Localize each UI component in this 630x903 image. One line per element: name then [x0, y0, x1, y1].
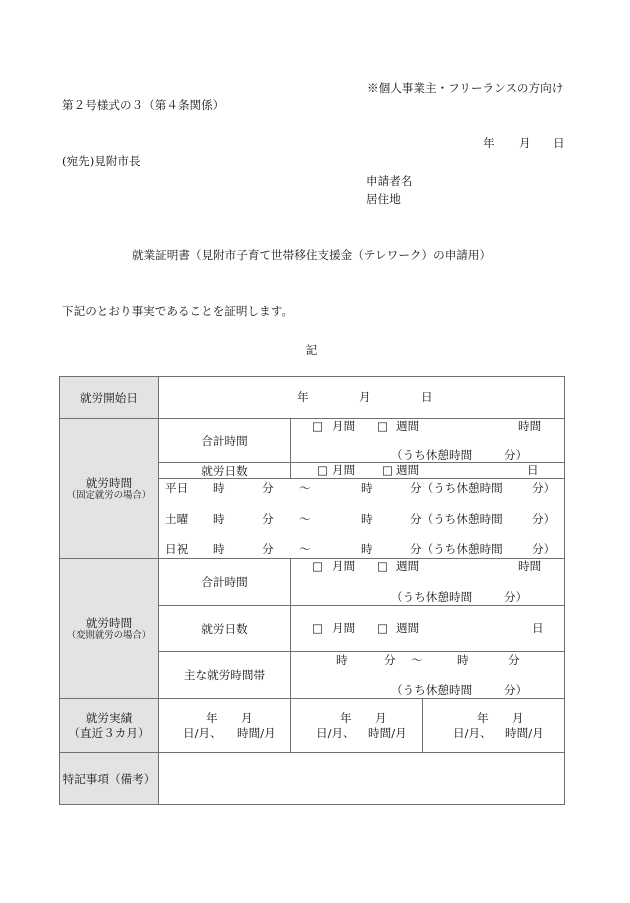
main-hours-label: 主な就労時間帯	[183, 668, 266, 682]
variable-total-hours-unit: 時間	[518, 559, 542, 573]
schedule-break-close: 分）	[532, 512, 556, 526]
variable-total-break-open: （うち休憩時間	[391, 590, 473, 604]
main-hours-break-close: 分）	[504, 683, 528, 697]
main-hours-end-minute: 分	[508, 653, 520, 667]
start-date-day: 日	[421, 390, 433, 404]
start-date-label: 就労開始日	[80, 390, 138, 405]
document-title: 就業証明書（見附市子育て世帯移住支援金（テレワーク）の申請用）	[131, 248, 492, 262]
remarks-label-cell	[59, 752, 159, 805]
date-day: 日	[553, 136, 565, 150]
fixed-total-weekly-label: 週間	[396, 419, 420, 433]
schedule-start-minute: 分	[262, 481, 274, 495]
applicant-name-label: 申請者名	[366, 174, 413, 188]
variable-total-monthly-checkbox: □	[312, 559, 323, 573]
work-record-sublabel: （直近３カ月）	[68, 726, 150, 740]
fixed-hours-label: 就労時間	[85, 475, 133, 490]
remarks-value-cell	[158, 752, 565, 805]
schedule-start-hour: 時	[213, 542, 225, 556]
schedule-day-label: 日祝	[165, 542, 189, 556]
record-hours-per-month: 時間/月	[237, 726, 276, 740]
record-year: 年	[340, 711, 352, 725]
fixed-total-monthly-label: 月間	[332, 419, 356, 433]
start-date-year: 年	[297, 390, 309, 404]
variable-days-monthly-label: 月間	[332, 621, 356, 635]
residence-label: 居住地	[366, 192, 401, 206]
fixed-total-label-cell	[158, 418, 291, 463]
ki-heading: 記	[305, 343, 318, 357]
variable-hours-label-cell	[59, 558, 159, 699]
work-record-label-cell	[59, 698, 159, 753]
variable-days-value-cell	[290, 605, 565, 652]
schedule-separator: 〜	[299, 512, 311, 526]
schedule-break-close: 分）	[532, 542, 556, 556]
variable-total-weekly-checkbox: □	[377, 559, 388, 573]
schedule-break-close: 分）	[532, 481, 556, 495]
fixed-hours-sublabel: （固定就労の場合）	[66, 489, 152, 501]
main-hours-value-cell	[290, 651, 565, 699]
fixed-days-value-cell	[290, 462, 565, 479]
fixed-days-monthly-label: 月間	[332, 463, 356, 477]
work-record-month-2-cell	[290, 698, 423, 753]
variable-total-value-cell	[290, 558, 565, 606]
schedule-start-minute: 分	[262, 512, 274, 526]
schedule-end-hour: 時	[361, 542, 373, 556]
start-date-month: 月	[359, 390, 371, 404]
variable-total-label-cell	[158, 558, 291, 606]
record-year: 年	[477, 711, 489, 725]
variable-days-label-cell	[158, 605, 291, 652]
work-record-month-1-cell	[158, 698, 291, 753]
record-days-per-month: 日/月、	[453, 726, 492, 740]
main-hours-label-cell	[158, 651, 291, 699]
record-days-per-month: 日/月、	[183, 726, 222, 740]
schedule-separator: 〜	[299, 481, 311, 495]
variable-days-monthly-checkbox: □	[312, 621, 323, 635]
variable-days-label: 就労日数	[201, 621, 248, 636]
main-hours-start-hour: 時	[336, 653, 348, 667]
schedule-separator: 〜	[299, 542, 311, 556]
target-note: ※個人事業主・フリーランスの方向け	[367, 81, 564, 95]
form-number: 第２号様式の３（第４条関係）	[62, 98, 225, 112]
main-hours-break-open: （うち休憩時間	[391, 683, 473, 697]
variable-days-weekly-checkbox: □	[377, 621, 388, 635]
main-hours-start-minute: 分	[384, 653, 396, 667]
schedule-end-hour: 時	[361, 512, 373, 526]
fixed-days-label: 就労日数	[201, 463, 248, 478]
fixed-schedule-cell	[158, 478, 565, 559]
schedule-end-minute-break-open: 分（うち休憩時間	[410, 512, 503, 526]
record-month: 月	[375, 711, 387, 725]
variable-total-monthly-label: 月間	[332, 559, 356, 573]
record-hours-per-month: 時間/月	[505, 726, 544, 740]
certification-statement: 下記のとおり事実であることを証明します。	[62, 304, 293, 318]
variable-hours-sublabel: （変則就労の場合）	[66, 629, 152, 641]
fixed-total-value-cell	[290, 418, 565, 463]
work-record-label: 就労実績	[85, 711, 133, 725]
schedule-end-hour: 時	[361, 481, 373, 495]
fixed-days-unit: 日	[527, 463, 539, 477]
start-date-value-cell	[158, 376, 565, 419]
schedule-start-minute: 分	[262, 542, 274, 556]
schedule-start-hour: 時	[213, 481, 225, 495]
fixed-hours-label-cell	[59, 418, 159, 559]
fixed-total-monthly-checkbox: □	[312, 419, 323, 433]
fixed-total-weekly-checkbox: □	[377, 419, 388, 433]
fixed-days-label-cell	[158, 462, 291, 479]
schedule-day-label: 土曜	[165, 512, 189, 526]
schedule-start-hour: 時	[213, 512, 225, 526]
work-record-month-3-cell	[422, 698, 565, 753]
schedule-day-label: 平日	[165, 481, 189, 495]
fixed-days-weekly-checkbox: □	[382, 463, 393, 477]
remarks-label: 特記事項（備考）	[62, 771, 156, 786]
fixed-days-weekly-label: 週間	[396, 463, 420, 477]
schedule-end-minute-break-open: 分（うち休憩時間	[410, 542, 503, 556]
date-year: 年	[483, 136, 495, 150]
variable-total-label: 合計時間	[201, 575, 248, 589]
variable-days-weekly-label: 週間	[396, 621, 420, 635]
fixed-total-break-open: （うち休憩時間	[391, 448, 473, 462]
variable-days-unit: 日	[532, 621, 544, 635]
fixed-days-monthly-checkbox: □	[317, 463, 328, 477]
record-hours-per-month: 時間/月	[368, 726, 407, 740]
main-hours-end-hour: 時	[457, 653, 469, 667]
fixed-total-label: 合計時間	[201, 433, 248, 448]
addressee: (宛先)見附市長	[62, 154, 141, 168]
start-date-label-cell	[59, 376, 159, 419]
fixed-total-hours-unit: 時間	[518, 419, 542, 433]
record-month: 月	[512, 711, 524, 725]
fixed-total-break-close: 分）	[504, 448, 528, 462]
variable-hours-label: 就労時間	[85, 615, 133, 630]
schedule-end-minute-break-open: 分（うち休憩時間	[410, 481, 503, 495]
record-days-per-month: 日/月、	[316, 726, 355, 740]
date-month: 月	[519, 136, 531, 150]
record-month: 月	[241, 711, 253, 725]
variable-total-weekly-label: 週間	[396, 559, 420, 573]
record-year: 年	[206, 711, 218, 725]
main-hours-separator: 〜	[411, 653, 423, 667]
variable-total-break-close: 分）	[504, 590, 528, 604]
